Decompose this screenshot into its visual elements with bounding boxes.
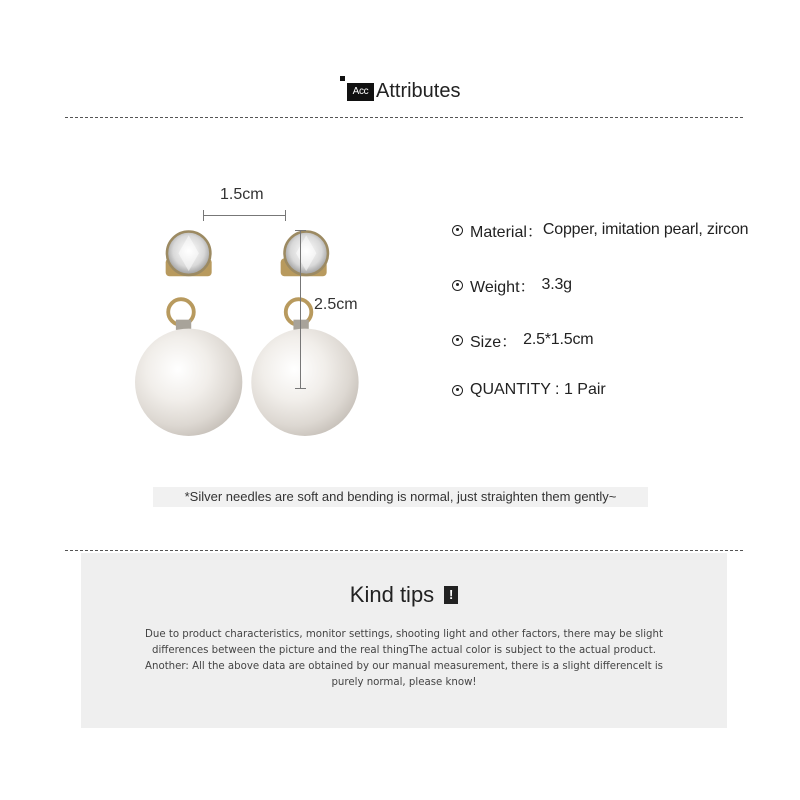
- bullet-icon: [452, 335, 463, 346]
- divider-top: [65, 117, 743, 118]
- section-title: [340, 76, 540, 106]
- width-tick-left: [203, 210, 204, 221]
- kind-tips-title: Kind tips: [349, 582, 435, 608]
- spec-label: QUANTITY : 1 Pair: [470, 381, 606, 398]
- spec-label: Size：: [470, 333, 518, 351]
- spec-value: 2.5*1.5cm: [523, 331, 594, 348]
- height-label: 2.5cm: [314, 296, 358, 313]
- exclamation-icon: !: [444, 586, 458, 604]
- left-earring: [135, 232, 242, 436]
- tips-line: Another: All the above data are obtained by our manual measurement, there is a slight differenceIt is: [145, 661, 663, 672]
- width-tick-right: [285, 210, 286, 221]
- bullet-icon: [452, 280, 463, 291]
- spec-material: [452, 218, 748, 242]
- care-note: *Silver needles are soft and bending is normal, just straighten them gently~: [153, 487, 648, 507]
- bullet-icon: [452, 385, 463, 396]
- tips-line: differences between the picture and the real thingThe actual color is subject to the actual product.: [152, 645, 656, 656]
- divider-bottom: [65, 550, 743, 551]
- kind-tips-body: [111, 627, 697, 691]
- width-label: 1.5cm: [220, 186, 264, 203]
- spec-quantity: [452, 378, 614, 402]
- spec-size: [452, 328, 593, 352]
- spec-value: 3.3g: [541, 276, 572, 293]
- height-tick-top: [295, 230, 306, 231]
- height-dimension-line: [300, 230, 301, 388]
- kind-tips-heading: [81, 581, 727, 608]
- height-tick-bottom: [295, 388, 306, 389]
- title-badge: Acc: [347, 83, 374, 101]
- spec-value: Copper, imitation pearl, zircon: [542, 221, 749, 238]
- spec-label: Material：: [470, 223, 543, 241]
- spec-weight: [452, 273, 572, 297]
- spec-label: Weight：: [470, 278, 536, 296]
- kind-tips-panel: [81, 553, 727, 728]
- title-dot: [340, 76, 345, 81]
- tips-line: Due to product characteristics, monitor settings, shooting light and other factors, there may be slight: [145, 629, 663, 640]
- earring-product-image: [100, 220, 400, 450]
- page-title: Attributes: [376, 80, 461, 102]
- right-earring: [251, 232, 358, 436]
- tips-line: purely normal, please know!: [331, 677, 477, 688]
- bullet-icon: [452, 225, 463, 236]
- width-dimension-line: [203, 215, 286, 216]
